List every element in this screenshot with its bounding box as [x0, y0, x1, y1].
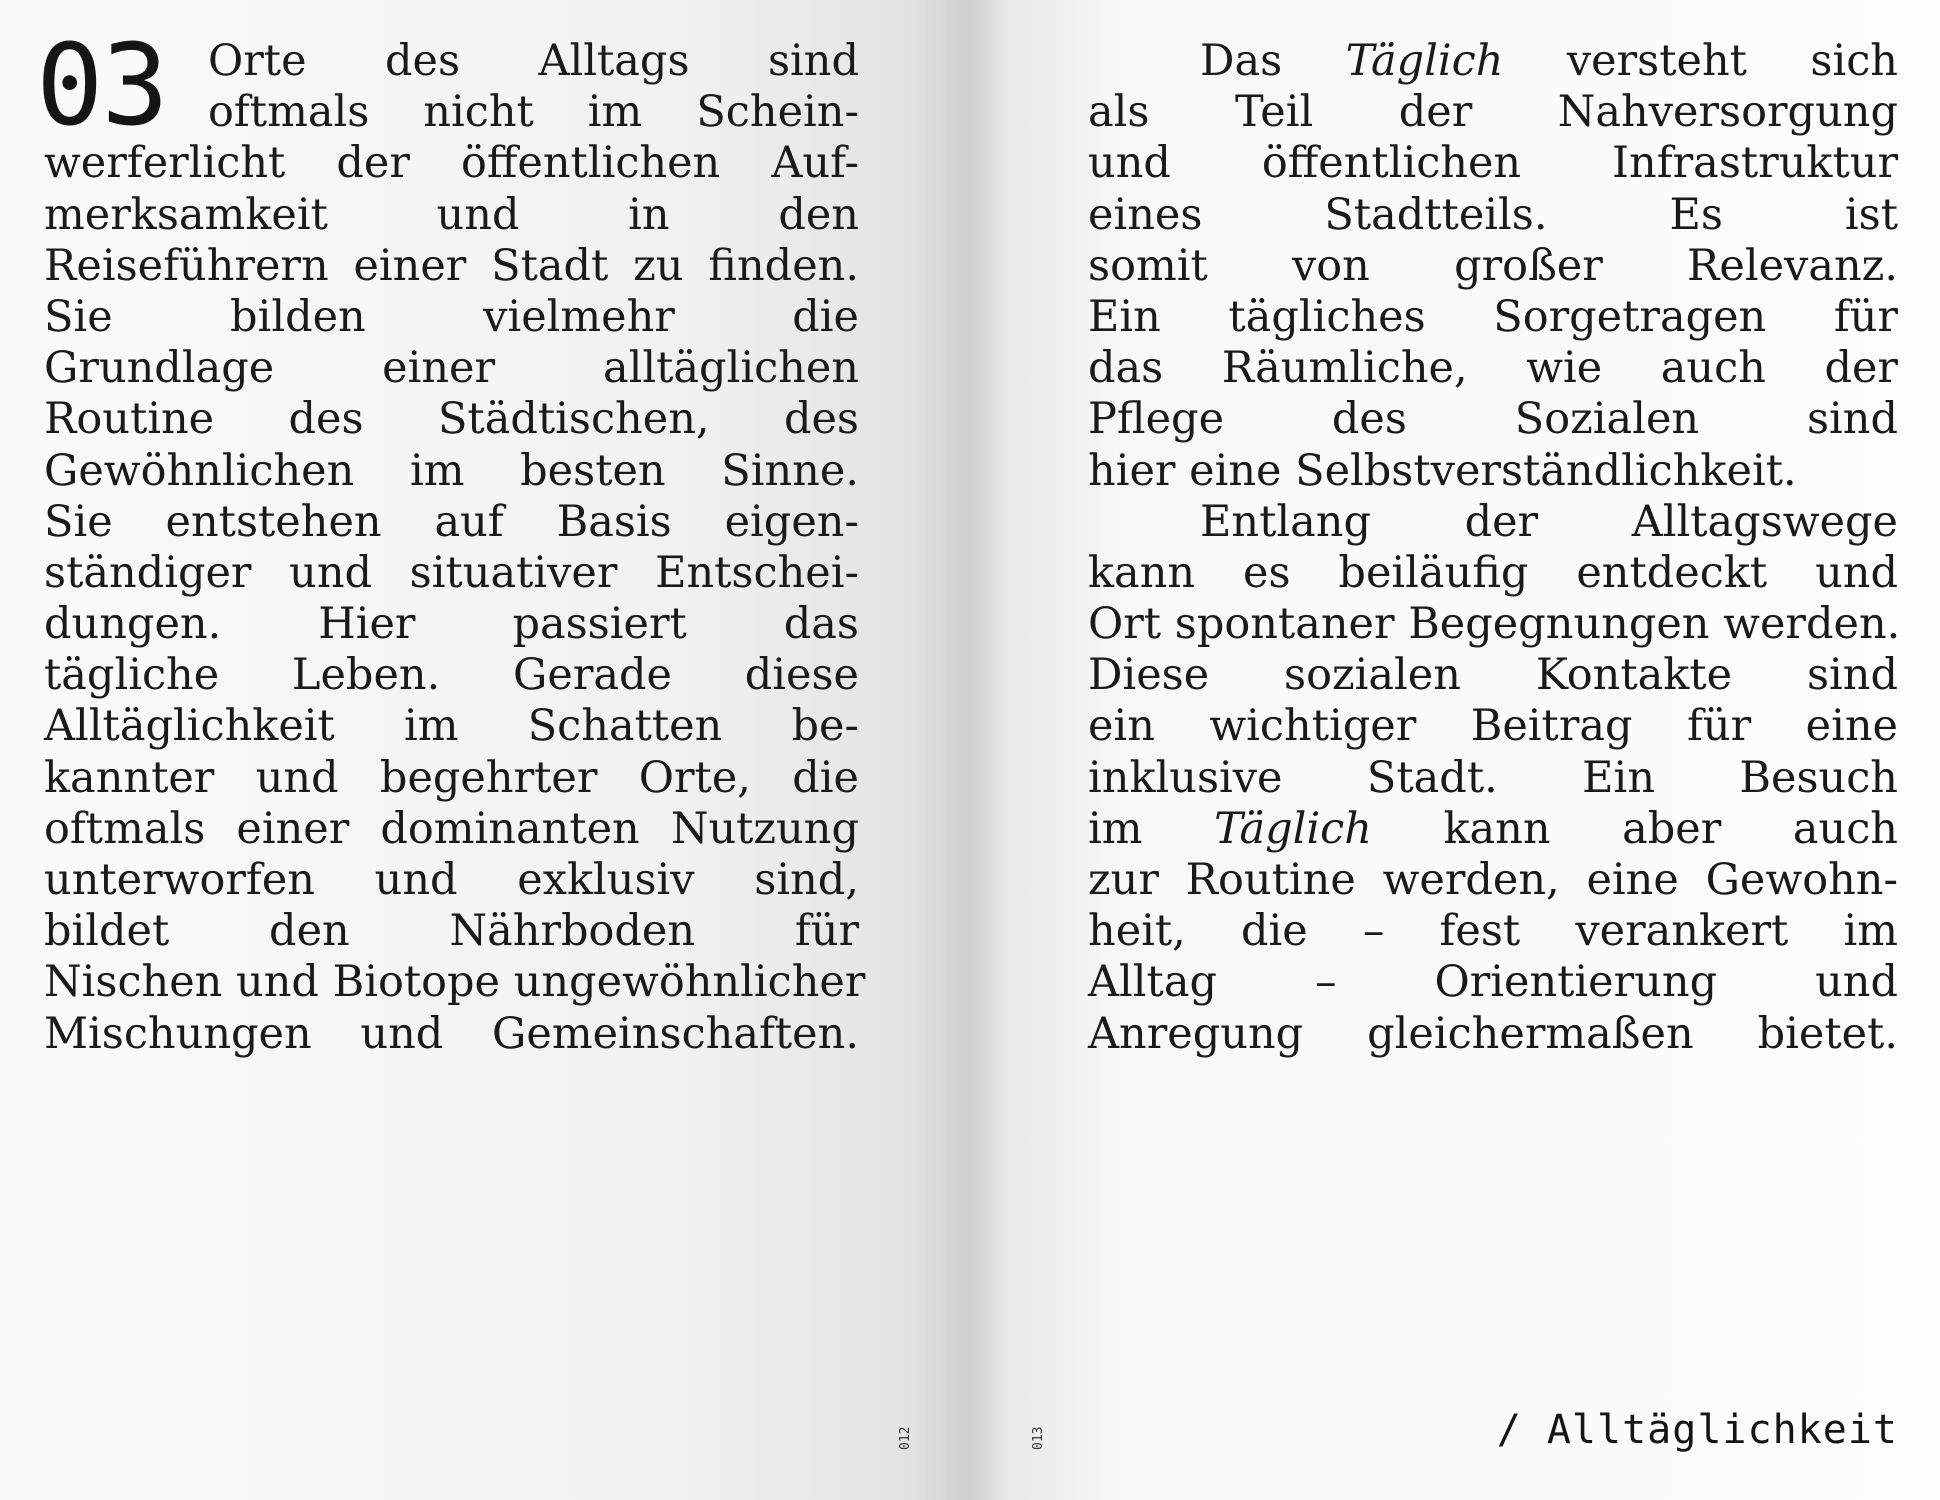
- text-line: zur Routine werden, eine Gewohn-: [1088, 855, 1898, 905]
- text-line: hier eine Selbstverständlichkeit.: [1088, 445, 1797, 496]
- text-line: Reiseführern einer Stadt zu finden.: [44, 240, 859, 291]
- text-line: Alltag – Orientierung und: [1088, 957, 1898, 1008]
- text-line: merksamkeit und in den: [44, 189, 859, 240]
- text-line: im Täglich kann aber auch: [1088, 803, 1898, 854]
- right-body-text: [1088, 36, 1901, 1060]
- text-line: kannter und begehrter Orte, die: [44, 752, 859, 803]
- text-line: Sie bilden vielmehr die: [44, 291, 859, 342]
- text-line: kann es beiläufig entdeckt und: [1088, 547, 1898, 598]
- page-number-right: 013: [1031, 1426, 1046, 1450]
- text-line: werferlicht der öffentlichen Auf-: [44, 138, 859, 189]
- text-line: Grundlage einer alltäglichen: [44, 343, 859, 394]
- venue-name: Täglich: [1214, 803, 1372, 854]
- chapter-number: 03: [36, 21, 167, 151]
- text-line: somit von großer Relevanz.: [1088, 240, 1898, 291]
- text-line: tägliche Leben. Gerade diese: [44, 650, 859, 701]
- text-line: inklusive Stadt. Ein Besuch: [1088, 752, 1898, 803]
- text-line: Ein tägliches Sorgetragen für: [1088, 291, 1898, 342]
- text-line: Routine des Städtischen, des: [44, 394, 859, 445]
- page-number-left: 012: [898, 1426, 913, 1450]
- text-line: Ort spontaner Begegnungen werden.: [1088, 599, 1901, 650]
- text-line: Orte des Alltags sind: [208, 36, 859, 86]
- text-line: ständiger und situativer Entschei-: [44, 547, 859, 598]
- text-line: Nischen und Biotope ungewöhnlicher: [44, 957, 866, 1008]
- text-line: Anregung gleichermaßen bietet.: [1088, 1008, 1898, 1059]
- text-line: heit, die – fest verankert im: [1088, 906, 1898, 957]
- text-line: Sie entstehen auf Basis eigen-: [44, 496, 859, 547]
- text-line: Mischungen und Gemeinschaften.: [44, 1008, 859, 1059]
- text-line: als Teil der Nahversorgung: [1088, 87, 1898, 138]
- text-line: bildet den Nährboden für: [44, 906, 859, 957]
- text-line: unterworfen und exklusiv sind,: [44, 855, 859, 905]
- text-line: dungen. Hier passiert das: [44, 599, 859, 650]
- text-line: oftmals nicht im Schein-: [208, 87, 859, 138]
- text-line: das Räumliche, wie auch der: [1088, 343, 1898, 394]
- text-line: Entlang der Alltagswege: [1200, 496, 1898, 547]
- text-line: Pflege des Sozialen sind: [1088, 394, 1898, 445]
- text-line: Diese sozialen Kontakte sind: [1088, 650, 1898, 701]
- text-line: eines Stadtteils. Es ist: [1088, 189, 1898, 240]
- venue-name: Täglich: [1345, 36, 1504, 86]
- text-line: Das Täglich versteht sich: [1200, 36, 1898, 86]
- text-line: und öffentlichen Infrastruktur: [1088, 138, 1898, 189]
- text-line: oftmals einer dominanten Nutzung: [44, 803, 859, 854]
- text-line: Alltäglichkeit im Schatten be-: [44, 701, 859, 752]
- section-title: / Alltäglichkeit: [1496, 1407, 1898, 1453]
- left-body-text: [44, 36, 866, 1060]
- text-line: ein wichtiger Beitrag für eine: [1088, 701, 1898, 752]
- text-line: Gewöhnlichen im besten Sinne.: [44, 445, 859, 496]
